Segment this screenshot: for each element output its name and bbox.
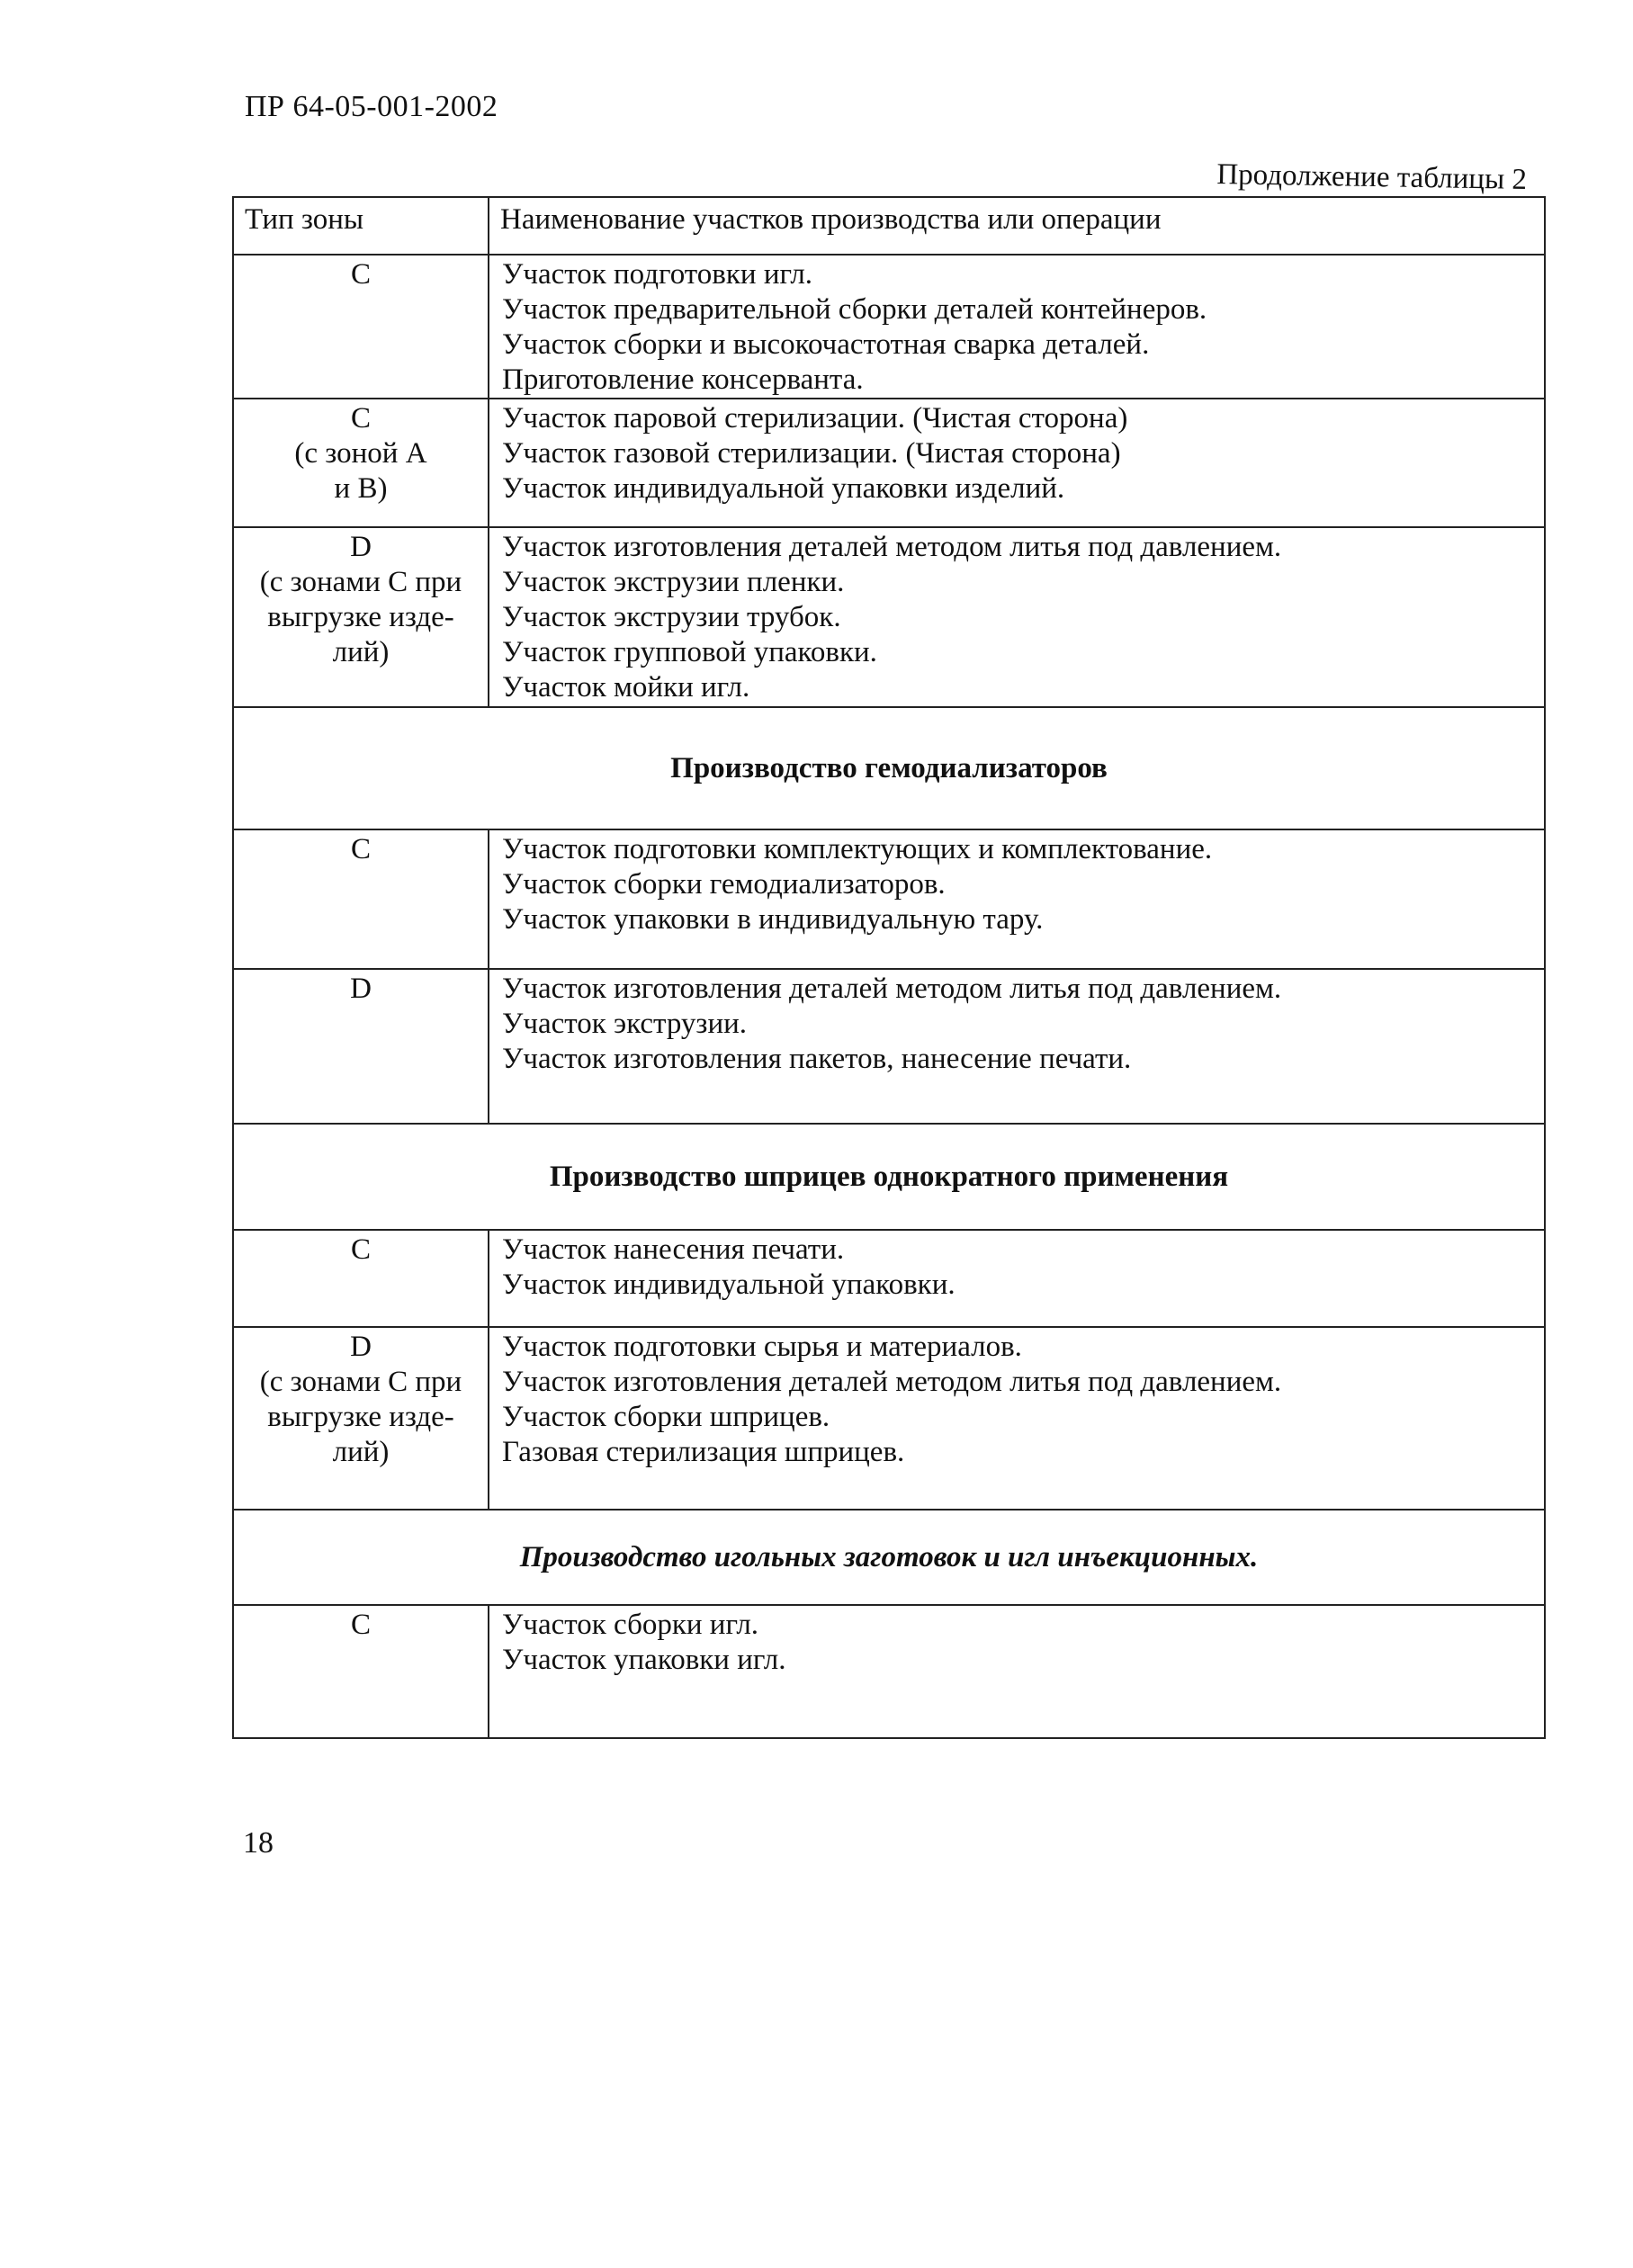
operation-line: Участок мойки игл. xyxy=(502,671,750,704)
zone-type-cell xyxy=(233,1230,489,1327)
zone-type-cell xyxy=(233,399,489,527)
operation-line: Участок газовой стерилизации. (Чистая сторона) xyxy=(502,437,1121,470)
operation-line: Участок подготовки игл. xyxy=(502,258,813,291)
document-code: ПР 64-05-001-2002 xyxy=(245,90,498,123)
operation-line: Участок изготовления деталей методом литья под давлением. xyxy=(502,973,1282,1005)
operation-line: Приготовление консерванта. xyxy=(502,363,864,396)
operation-line: Участок подготовки сырья и материалов. xyxy=(502,1331,1022,1363)
page-number: 18 xyxy=(243,1826,274,1860)
zone-line: лий) xyxy=(332,636,390,668)
table-row xyxy=(233,527,1545,707)
operation-line: Участок изготовления пакетов, нанесение печати. xyxy=(502,1043,1132,1075)
zone-type-cell xyxy=(233,527,489,707)
operation-line: Участок упаковки в индивидуальную тару. xyxy=(502,903,1044,936)
operation-line: Участок индивидуальной упаковки изделий. xyxy=(502,472,1065,505)
operations-cell xyxy=(489,1230,1545,1327)
zone-line: выгрузке изде- xyxy=(267,601,454,633)
operation-line: Участок нанесения печати. xyxy=(502,1233,845,1266)
zone-type-cell xyxy=(233,969,489,1124)
table-row xyxy=(233,969,1545,1124)
zone-type-cell xyxy=(233,1327,489,1510)
table-row xyxy=(233,1230,1545,1327)
zone-type-cell xyxy=(233,829,489,969)
zone-line: C xyxy=(350,1233,371,1266)
operation-line: Участок групповой упаковки. xyxy=(502,636,877,668)
operation-line: Участок индивидуальной упаковки. xyxy=(502,1268,956,1301)
operation-line: Участок предварительной сборки деталей контейнеров. xyxy=(502,293,1207,326)
zone-line: C xyxy=(350,833,371,865)
operation-line: Участок экструзии. xyxy=(502,1008,748,1040)
operation-line: Участок паровой стерилизации. (Чистая сторона) xyxy=(502,402,1128,435)
column-header-zone-type: Тип зоны xyxy=(233,197,489,255)
operation-line: Участок сборки игл. xyxy=(502,1609,759,1641)
table-continuation-label: Продолжение таблицы 2 xyxy=(1216,157,1528,197)
operation-line: Участок изготовления деталей методом литья под давлением. xyxy=(502,531,1282,563)
zone-line: D xyxy=(350,531,372,563)
operation-line: Участок сборки и высокочастотная сварка деталей. xyxy=(502,328,1150,361)
operation-line: Участок изготовления деталей методом литья под давлением. xyxy=(502,1366,1282,1398)
zone-line: D xyxy=(350,973,372,1005)
zone-line: лий) xyxy=(332,1436,390,1468)
zone-line: D xyxy=(350,1331,372,1363)
operation-line: Участок упаковки игл. xyxy=(502,1644,786,1676)
section-row xyxy=(233,1124,1545,1230)
operations-cell xyxy=(489,829,1545,969)
zone-type-cell xyxy=(233,255,489,399)
section-row xyxy=(233,707,1545,829)
operation-line: Участок сборки шприцев. xyxy=(502,1401,830,1433)
section-title: Производство гемодиализаторов xyxy=(233,707,1545,829)
table-row xyxy=(233,399,1545,527)
operations-cell xyxy=(489,1327,1545,1510)
operations-cell xyxy=(489,527,1545,707)
operations-cell xyxy=(489,1605,1545,1738)
table-row xyxy=(233,1327,1545,1510)
operation-line: Участок экструзии пленки. xyxy=(502,566,845,598)
zone-line: (с зонами С при xyxy=(259,1366,462,1398)
zone-line: C xyxy=(350,258,371,291)
zone-line: и В) xyxy=(334,472,388,505)
operation-line: Участок экструзии трубок. xyxy=(502,601,841,633)
zone-line: (с зоной А xyxy=(294,437,427,470)
table-header-row xyxy=(233,197,1545,255)
column-header-operations: Наименование участков производства или операции xyxy=(489,197,1545,255)
operations-cell xyxy=(489,255,1545,399)
zones-table xyxy=(232,196,1546,1739)
section-title: Производство шприцев однократного применения xyxy=(233,1124,1545,1230)
operations-cell xyxy=(489,399,1545,527)
section-title: Производство игольных заготовок и игл инъекционных. xyxy=(233,1510,1545,1605)
table-row xyxy=(233,255,1545,399)
table-row xyxy=(233,829,1545,969)
zone-line: C xyxy=(350,1609,371,1641)
operation-line: Участок подготовки комплектующих и комплектование. xyxy=(502,833,1213,865)
zone-type-cell xyxy=(233,1605,489,1738)
zone-line: (с зонами С при xyxy=(259,566,462,598)
operations-cell xyxy=(489,969,1545,1124)
table-row xyxy=(233,1605,1545,1738)
operation-line: Газовая стерилизация шприцев. xyxy=(502,1436,905,1468)
operation-line: Участок сборки гемодиализаторов. xyxy=(502,868,946,901)
section-row xyxy=(233,1510,1545,1605)
zone-line: выгрузке изде- xyxy=(267,1401,454,1433)
zone-line: C xyxy=(350,402,371,435)
